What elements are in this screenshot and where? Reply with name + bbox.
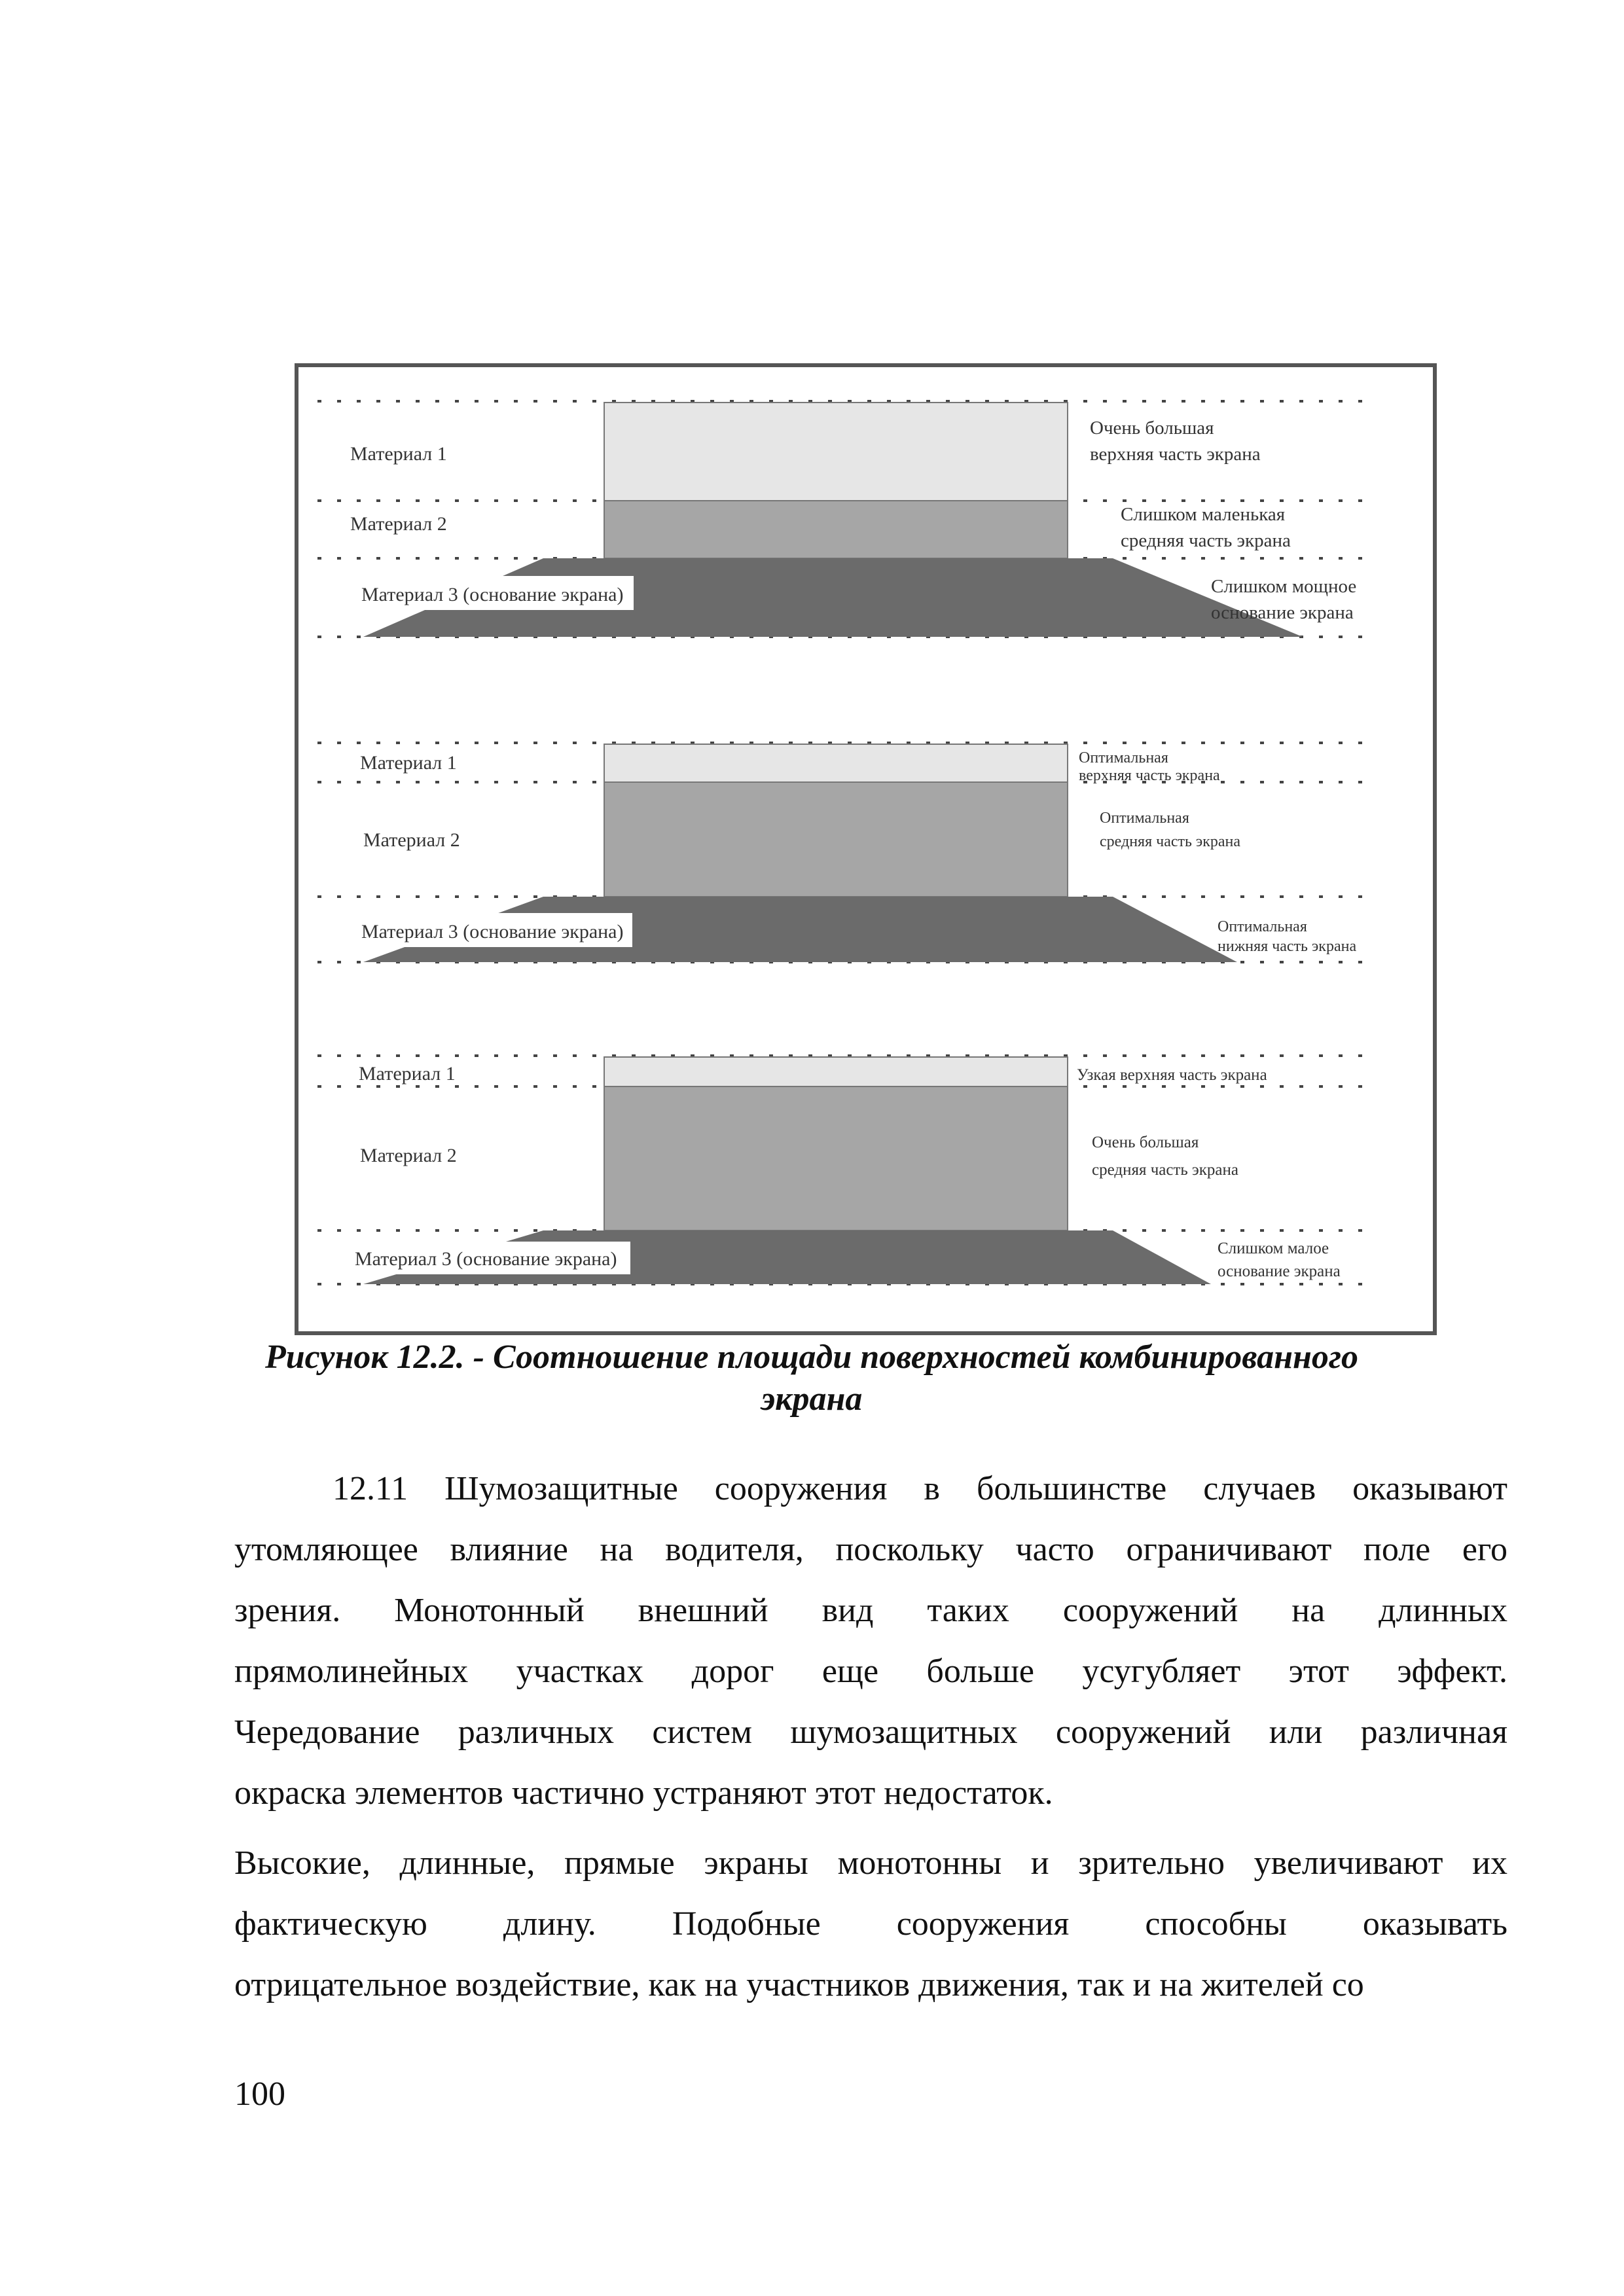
paragraph-line: отрицательное воздействие, как на участников движения, так и на жителей со — [234, 1966, 1364, 2003]
material3-label: Материал 3 (основание экрана) — [361, 584, 624, 605]
caption-line-1: Рисунок 12.2. - Соотношение площади поверхностей комбинированного — [264, 1338, 1359, 1376]
note-middle-1: Очень большая — [1092, 1134, 1199, 1151]
caption-line-2: экрана — [761, 1380, 863, 1418]
note-bottom-1: Слишком малое — [1218, 1240, 1329, 1257]
paragraph-line: окраска элементов частично устраняют этот недостаток. — [234, 1774, 1053, 1812]
figure-caption — [216, 1336, 1407, 1420]
note-bottom-1: Оптимальная — [1218, 918, 1307, 935]
paragraph-2 — [234, 1833, 1507, 2015]
material2-layer — [604, 501, 1068, 558]
paragraph-line: Высокие, длинные, прямые экраны монотонны и зрительно увеличивают их — [234, 1844, 1507, 1882]
paragraph-line: утомляющее влияние на водителя, поскольку часто ограничивают поле его — [234, 1531, 1507, 1568]
note-bottom-2: основание экрана — [1211, 602, 1354, 623]
material1-layer — [604, 744, 1068, 782]
material3-label: Материал 3 (основание экрана) — [355, 1248, 617, 1270]
paragraph-line: 12.11 Шумозащитные сооружения в большинстве случаев оказывают — [333, 1470, 1507, 1507]
note-top-2: верхняя часть экрана — [1090, 444, 1261, 465]
note-top-1: Очень большая — [1090, 418, 1214, 439]
note-top-2: верхняя часть экрана — [1079, 767, 1220, 784]
material1-label: Материал 1 — [359, 1063, 456, 1085]
figure-svg — [295, 363, 1437, 1335]
material1-label: Материал 1 — [350, 443, 447, 465]
material2-layer — [604, 782, 1068, 897]
paragraph-line: зрения. Монотонный внешний вид таких сооружений на длинных — [234, 1592, 1507, 1629]
material2-label: Материал 2 — [350, 513, 447, 535]
note-bottom-2: нижняя часть экрана — [1218, 938, 1357, 955]
note-middle-1: Оптимальная — [1100, 810, 1189, 827]
note-middle-1: Слишком маленькая — [1121, 504, 1286, 525]
page-number: 100 — [234, 2075, 285, 2113]
note-middle-2: средняя часть экрана — [1100, 833, 1241, 850]
material2-label: Материал 2 — [363, 829, 460, 851]
material2-layer — [604, 1086, 1068, 1230]
material1-layer — [604, 1057, 1068, 1086]
material1-layer — [604, 403, 1068, 501]
paragraph-line: прямолинейных участках дорог еще больше усугубляет этот эффект. — [234, 1653, 1507, 1690]
material2-label: Материал 2 — [360, 1145, 457, 1166]
figure-screen-diagram — [295, 363, 1437, 1335]
paragraph-1 — [234, 1458, 1507, 1823]
paragraph-line: фактическую длину. Подобные сооружения способны оказывать — [234, 1905, 1507, 1943]
paragraph-line: Чередование различных систем шумозащитных сооружений или различная — [234, 1713, 1507, 1751]
material1-label: Материал 1 — [360, 752, 457, 774]
note-top-1: Оптимальная — [1079, 749, 1168, 766]
note-bottom-2: основание экрана — [1218, 1263, 1341, 1280]
note-top-1: Узкая верхняя часть экрана — [1077, 1066, 1267, 1084]
note-middle-2: средняя часть экрана — [1121, 530, 1291, 551]
note-middle-2: средняя часть экрана — [1092, 1161, 1238, 1179]
material3-label: Материал 3 (основание экрана) — [361, 921, 624, 942]
note-bottom-1: Слишком мощное — [1211, 576, 1357, 597]
